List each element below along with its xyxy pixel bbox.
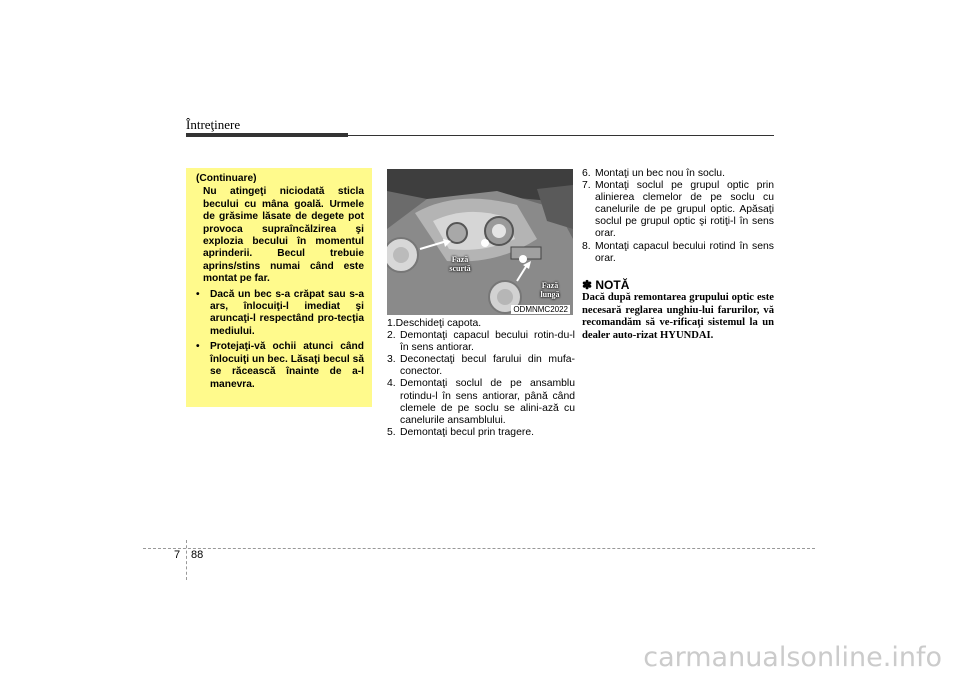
step-item: 8. Montaţi capacul becului rotind în sens orar. [582,240,774,264]
page-section-number: 7 [174,549,181,561]
step-item: 1.Deschideţi capota. [387,318,482,329]
figure-code: ODMNMC2022 [513,305,568,314]
header-rule [186,135,774,136]
headlamp-figure [387,169,573,315]
step-item: 2. Demontaţi capacul becului rotin-du-l în sens antiorar. [387,330,575,354]
caution-continue-label: (Continuare) [196,173,257,184]
note-text: Dacă după remontarea grupului optic este necesară reglarea unghiu-lui farurilor, vă recomandăm să ve-rificaţi sistemul la un dealer auto-rizat HYUNDAI. [582,292,774,341]
note-title: ✽ NOTĂ [582,278,630,292]
caution-bullet: • Protejaţi-vă ochii atunci când înlocuiţi un bec. Lăsaţi becul să se răcească înainte de a-l manevra. [196,341,364,390]
step-item: 5. Demontaţi becul prin tragere. [387,426,534,438]
label-low-beam: Fază scurtă [449,255,471,273]
label-high-beam: Fază lungă [540,281,560,299]
steps-left [387,318,575,439]
caution-bullet: • Dacă un bec s-a crăpat sau s-a ars, înlocuiţi-l imediat şi aruncaţi-l respectând pro-tecţia mediului. [196,288,364,337]
page-number: 88 [191,549,204,561]
step-item: 6. Montaţi un bec nou în soclu. [582,168,725,179]
page-header-title: Întreţinere [186,117,241,132]
step-item: 7. Montaţi soclul pe grupul optic prin alinierea clemelor de pe soclu cu canelurile de pe grupul optic. Apăsaţi soclul pe grupul optic şi rotiţi-l în sens orar. [582,180,774,240]
caution-paragraph: Nu atingeţi niciodată sticla becului cu mâna goală. Urmele de grăsime lăsate de degete pot provoca supraîncălzirea şi explozia becului în momentul aprinderii. Becul trebuie aprins/stins numai când este montat pe far. [203,186,364,285]
caution-box [186,168,372,407]
footer-rule [143,548,815,549]
watermark: carmanualsonline.info [643,642,942,673]
step-item: 3. Deconectaţi becul farului din mufa-conector. [387,354,575,378]
steps-right [582,168,774,265]
step-item: 4. Demontaţi soclul de pe ansamblu rotindu-l în sens antiorar, până când clemele de pe soclu se alini-ază cu canelurile ansamblului. [387,378,575,426]
footer-divider [186,540,187,580]
caution-bullets [196,289,364,391]
